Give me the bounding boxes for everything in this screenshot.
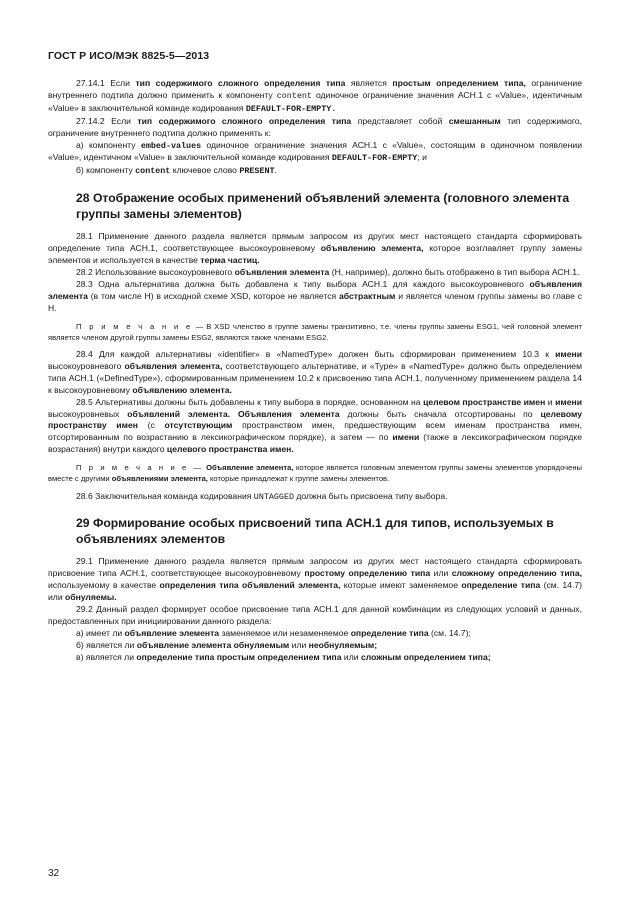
page-number: 32 [48,868,60,879]
list-item-b: б) компоненту content ключевое слово PRESENT. [76,165,277,177]
paragraph-28-1: 28.1 Применение данного раздела является прямым запросом из других мест настоящего стандарта сформировать определение типа АСН.1, соответствующее высокоуровневому объявлению элемента, которое возглавляет группу замены элементов и используется в качестве терма частиц. [48,231,582,266]
running-header: ГОСТ Р ИСО/МЭК 8825-5—2013 [48,50,210,62]
note-2: П р и м е ч а н и е — Объявление элемента, которое является головным элементом группы замены элементов упорядочены вместе с другими объявлениями элемента, которые принадлежат к группе замены элементов. [48,463,582,484]
paragraph-28-5: 28.5 Альтернативы должны быть добавлены к типу выбора в порядке, основанном на целевом пространстве имен и имени высокоуровневых объявлений элемента. Объявления элемента должны быть сначала отсортированы по целевому пространству имен (с отсутствующим пространством имен, предшествующим всем именам пространства имен, отсортированным по возрастанию в лексикографическом порядке), а затем — по имени (также в лексикографическом порядке возрастания) внутри каждого целевого пространства имен. [48,396,583,455]
paragraph-28-2: 28.2 Использование высокоуровневого объявления элемента (Н, например), должно быть отображено в тип выбора АСН.1. [76,266,580,277]
paragraph-27-14-1: 27.14.1 Если тип содержимого сложного определения типа является простым определением типа, ограничение внутреннего подтипа должно применить к компоненту content одиночное ограничение значения АСН.1 с «Value», идентичным «Value» в заключительной команде кодирования DEFAULT-FOR-EMPTY. [48,78,583,114]
paragraph-28-6: 28.6 Заключительная команда кодирования UNTAGGED должна быть присвоена типу выбора. [76,490,448,502]
list-item-29-b: б) является ли объявление элемента обнуляемым или необнуляемым; [76,639,378,650]
paragraph-27-14-2: 27.14.2 Если тип содержимого сложного определения типа представляет собой смешанным тип содержимого, ограничение внутреннего подтипа должно применять к: [48,115,582,138]
note-1: П р и м е ч а н и е — В XSD членство в группе замены транзитивно, т.е. члены группы замены ESG1, чей головной элемент является членом другой группы замены ESG2, являются также членами ESG2. [48,321,582,342]
list-item-a: а) компоненту embed-values одиночное ограничение значения АСН.1 с «Value», состоящим в одиночном появлении «Value», идентичном «Value» в заключительной команде кодирования DEFAULT-FOR-EMPTY; и [48,139,582,164]
paragraph-29-2: 29.2 Данный раздел формирует особое присвоение типа АСН.1 для данной комбинации из следующих условий и данных, предоставленных при инициировании данного раздела: [48,604,582,626]
list-item-29-c: в) является ли определение типа простым определением типа или сложным определением типа; [76,651,491,662]
paragraph-28-4: 28.4 Для каждой альтернативы «identifier» в «NamedType» должен быть сформирован применением 10.3 к имени высокоуровневого объявления элемента, соответствующего альтернативе, и «Type» в «NamedType» должно быть определением типа АСН.1 («DefinedType»), сформированным применением 10.2 к присвоению типа АСН.1, полученному применением раздела 14 к высокоуровневому объявлению элемента. [48,349,582,395]
list-item-29-a: а) имеет ли объявление элемента заменяемое или незаменяемое определение типа (см. 14.7); [76,627,471,638]
section-28-heading: 28 Отображение особых применений объявлений элемента (головного элемента группы замены элементов) [76,191,570,222]
section-29-heading: 29 Формирование особых присвоений типа АСН.1 для типов, используемых в объявлениях элементов [76,516,554,547]
page-content [48,78,582,664]
paragraph-28-3: 28.3 Одна альтернатива должна быть добавлена к типу выбора АСН.1 для каждого высокоуровневого объявления элемента (в том числе Н) в исходной схеме XSD, которое не является абстрактным и является членом группы замены во главе с Н. [48,278,582,313]
paragraph-29-1: 29.1 Применение данного раздела является прямым запросом из других мест настоящего стандарта сформировать присвоение типа АСН.1, соответствующее высокоуровневому простому определению типа или сложному определению типа, используемому в качестве определения типа объявлений элемента, которые имеют заменяемое определение типа (см. 14.7) или обнуляемы. [48,556,582,603]
